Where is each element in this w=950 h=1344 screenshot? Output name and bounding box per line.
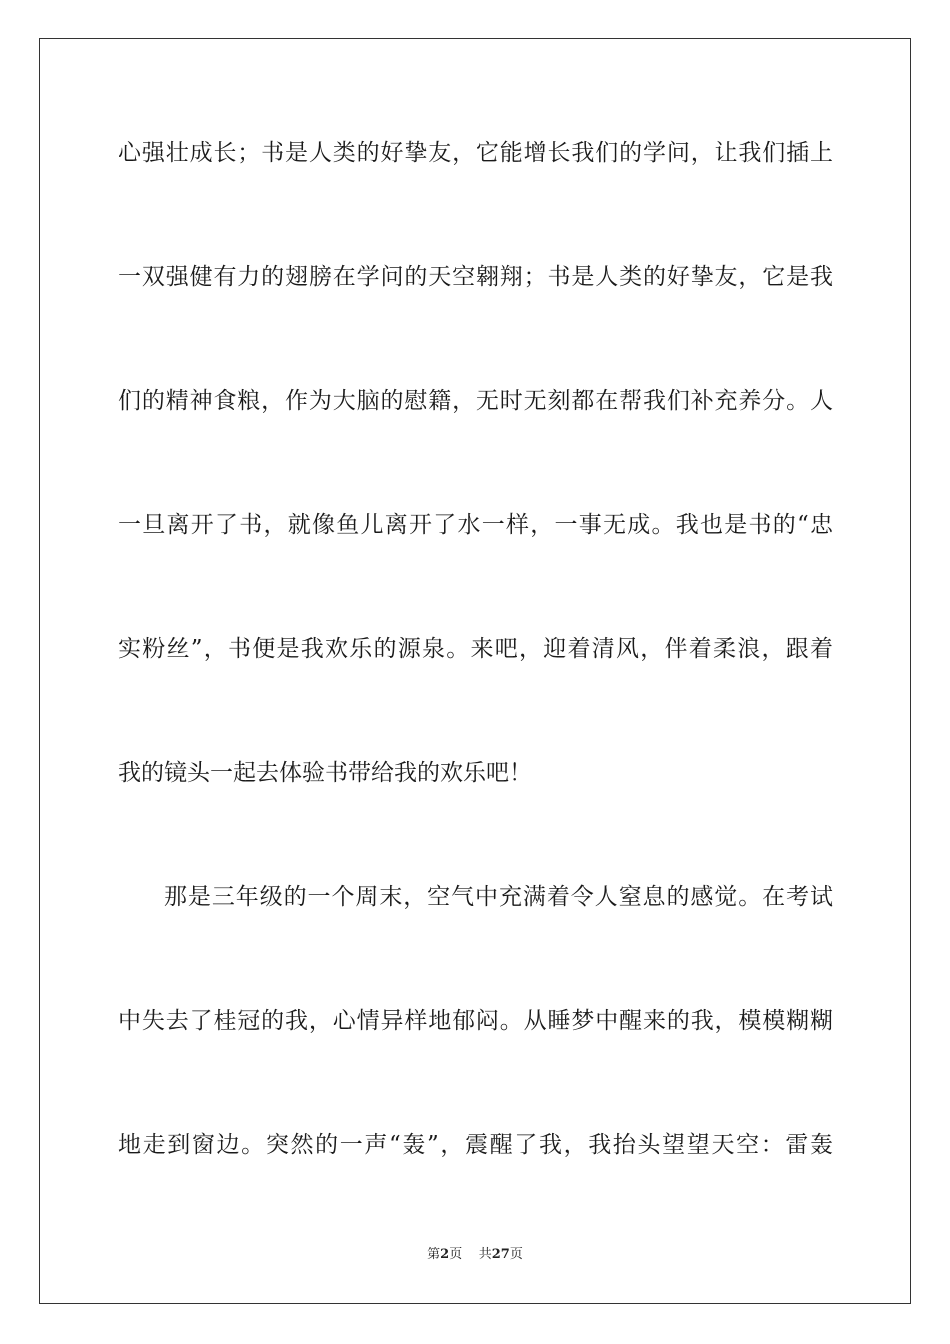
page-footer [0,1246,950,1264]
paragraph-line-8: 中失去了桂冠的我，心情异样地郁闷。从睡梦中醒来的我，模模糊糊 [118,1008,833,1034]
paragraph-line-4: 一旦离开了书，就像鱼儿离开了水一样，一事无成。我也是书的“忠 [118,512,833,538]
footer-page-prefix: 第 [427,1247,441,1262]
paragraph-line-2: 一双强健有力的翅膀在学问的天空翱翔；书是人类的好挚友，它是我 [118,264,833,290]
paragraph-line-6: 我的镜头一起去体验书带给我的欢乐吧！ [118,760,532,786]
page-border [39,38,911,1304]
footer-total-pages: 27 [491,1247,510,1262]
paragraph-line-1: 心强壮成长；书是人类的好挚友，它能增长我们的学问，让我们插上 [118,140,833,166]
footer-page-suffix: 页 [449,1247,463,1262]
footer-page-number: 2 [440,1247,450,1262]
paragraph-line-5: 实粉丝”，书便是我欢乐的源泉。来吧，迎着清风，伴着柔浪，跟着 [118,636,833,662]
footer-total-prefix: 共 [478,1247,492,1262]
paragraph-line-9: 地走到窗边。突然的一声“轰”，震醒了我，我抬头望望天空：雷轰 [118,1132,833,1158]
paragraph-line-7: 那是三年级的一个周末，空气中充满着令人窒息的感觉。在考试 [164,884,833,910]
paragraph-line-3: 们的精神食粮，作为大脑的慰籍，无时无刻都在帮我们补充养分。人 [118,388,833,414]
footer-total-suffix: 页 [509,1247,523,1262]
